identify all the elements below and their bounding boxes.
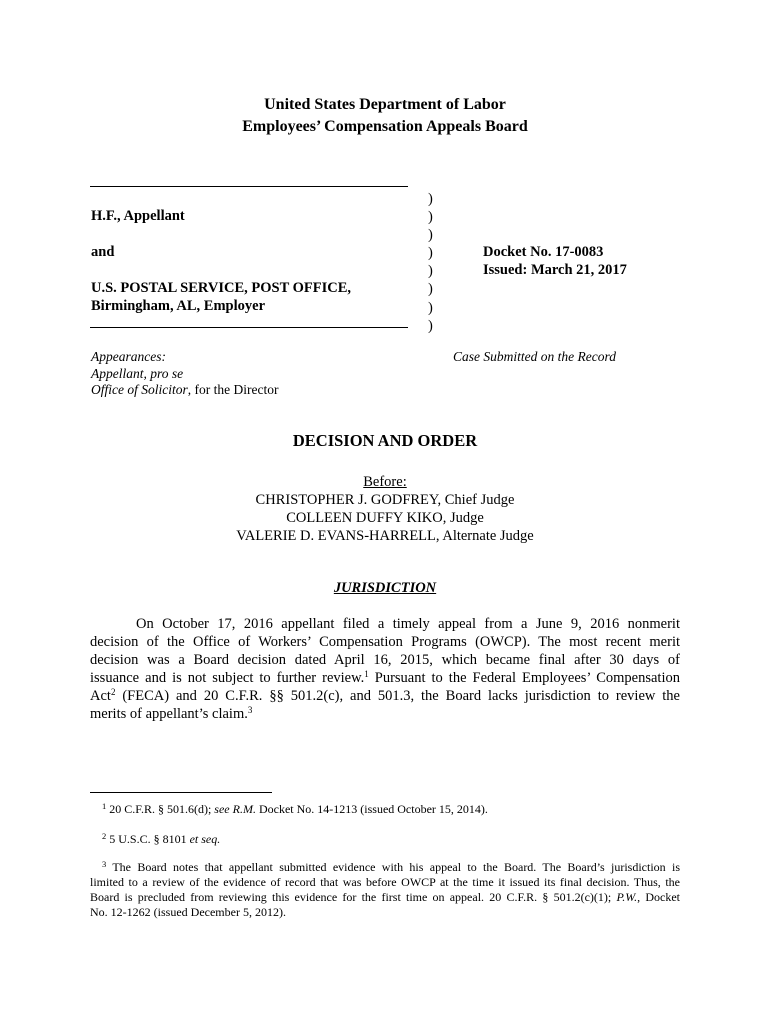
solicitor-suffix: , for the Director [187,382,279,397]
body-text: Pursuant to the Federal Employees’ Compensation [368,670,680,687]
paren: ) [428,227,433,244]
footnote-ref-2[interactable]: 2 [110,687,116,698]
judge-2: COLLEEN DUFFY KIKO, Judge [286,510,484,526]
footnote-line [90,832,680,847]
caption-and: and [91,244,115,260]
footnote-line [90,802,680,817]
body-line [90,687,680,705]
appellant-prefix: Appellant, [91,366,151,381]
docket-number: Docket No. 17-0083 [483,244,604,260]
paren: ) [428,263,433,280]
body-text: merits of appellant’s claim. [90,706,248,723]
footnote-text: , Docket [637,890,681,904]
caption-parens [428,190,433,335]
body-line [90,669,680,687]
record-note: Case Submitted on the Record [453,349,616,364]
appellant-appearance [91,366,183,383]
employer-line-1: U.S. POSTAL SERVICE, POST OFFICE, [91,280,352,296]
paren: ) [428,245,433,262]
footnote-line: limited to a review of the evidence of record that was before OWCP at the time it issued its final decision. Thus, the [90,875,680,889]
issued-date: Issued: March 21, 2017 [483,262,627,278]
case-name: P.W. [616,890,638,904]
caption-bottom-rule [90,327,408,328]
paren: ) [428,191,433,207]
solicitor-office: Office of Solicitor [91,382,188,397]
board-name: Employees’ Compensation Appeals Board [242,118,528,135]
body-line [90,705,680,723]
paren: ) [428,209,433,226]
footnote-italic: et seq. [189,832,221,846]
before-label: Before: [363,474,407,490]
footnote-ref-1[interactable]: 1 [364,669,369,680]
paren: ) [428,281,433,298]
appellant-name: H.F., Appellant [91,208,185,224]
footnote-number: 1 [102,801,107,811]
footnote-line [90,890,680,905]
appearances-label: Appearances: [91,349,166,364]
agency-name: United States Department of Labor [264,96,506,113]
body-text: Act [90,688,111,705]
solicitor-appearance [91,382,278,399]
body-line: On October 17, 2016 appellant filed a timely appeal from a June 9, 2016 nonmerit [136,616,680,632]
footnote-number: 3 [102,859,107,869]
appellant-status: pro se [150,366,184,381]
case-name: see R.M. [214,802,256,816]
footnote-text: 5 U.S.C. § 8101 [106,832,190,846]
footnote-number: 2 [102,831,107,841]
body-text: (FECA) and 20 C.F.R. §§ 501.2(c), and 501.3, the Board lacks jurisdiction to review the [115,688,680,705]
body-line: decision of the Office of Workers’ Compensation Programs (OWCP). The most recent merit [90,634,680,651]
footnote-line: No. 12-1262 (issued December 5, 2012). [90,905,286,919]
footnote-text: Docket No. 14-1213 (issued October 15, 2014). [255,802,488,816]
footnote-rule [90,792,272,793]
footnote-text: Board is precluded from reviewing this evidence for the first time on appeal. 20 C.F.R. § 501.2(c)(1); [90,890,617,904]
employer-line-2: Birmingham, AL, Employer [91,298,266,314]
body-text: issuance and is not subject to further review. [90,670,365,687]
jurisdiction-paragraph [90,615,680,724]
body-line: decision was a Board decision dated April 16, 2015, which became final after 30 days of [90,652,680,669]
footnote-text: The Board notes that appellant submitted evidence with his appeal to the Board. The Board’s jurisdiction is [106,860,680,874]
footnote-text: 20 C.F.R. § 501.6(d); [106,802,215,816]
footnote-2 [90,832,680,847]
footnote-3 [90,860,680,920]
footnote-line [90,860,680,875]
footnote-1 [90,802,680,817]
footnote-ref-3[interactable]: 3 [247,705,253,716]
paren: ) [428,299,433,316]
judge-1: CHRISTOPHER J. GODFREY, Chief Judge [255,492,515,508]
caption-top-rule [90,186,408,187]
document-title: DECISION AND ORDER [292,431,478,450]
paren: ) [428,317,433,334]
section-heading: JURISDICTION [333,580,437,596]
judge-3: VALERIE D. EVANS-HARRELL, Alternate Judge [236,528,534,544]
